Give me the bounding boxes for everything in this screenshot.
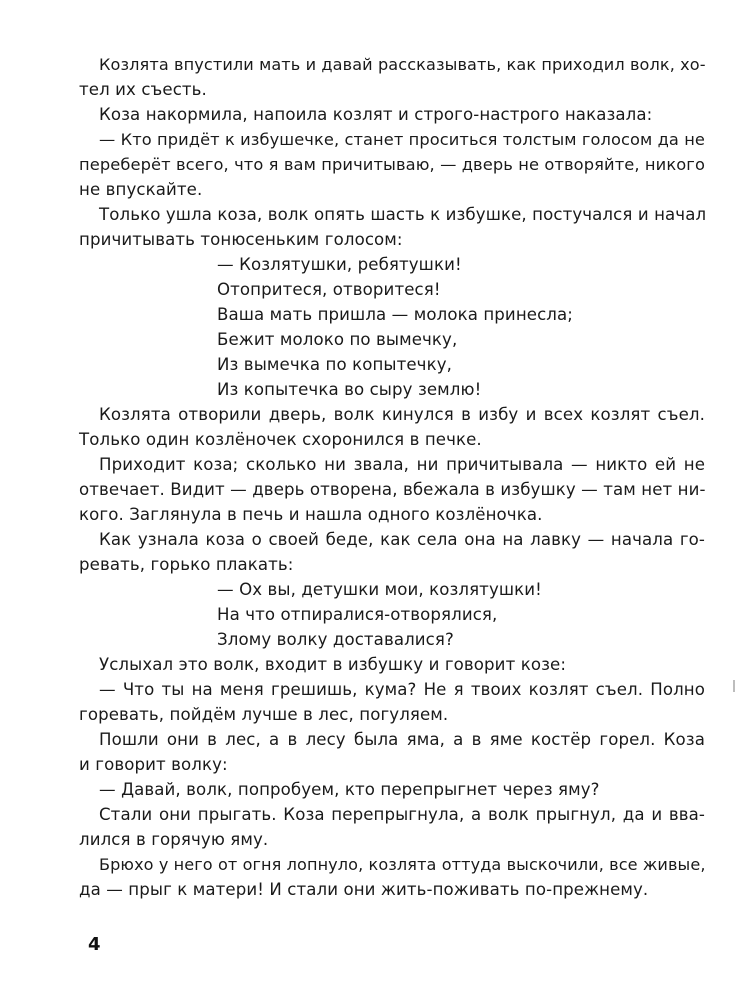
- verse-line: — Ох вы, детушки мои, козлятушки!: [217, 580, 542, 599]
- verse-line: Бежит молоко по вымечку,: [217, 330, 458, 349]
- text-line: Пошли они в лес, а в лесу была яма, а в яме костёр горел. Коза: [99, 730, 705, 749]
- verse-line: Злому волку доставалися?: [217, 630, 454, 649]
- text-line: Только один козлёночек схоронился в печке.: [79, 430, 482, 449]
- text-line: Приходит коза; сколько ни звала, ни причитывала — никто ей не: [99, 455, 705, 474]
- text-line: — Кто придёт к избушечке, станет проситься толстым голосом да не: [99, 130, 706, 149]
- paragraph: [79, 777, 705, 802]
- verse-block: [79, 252, 705, 402]
- paragraph: [79, 802, 705, 852]
- verse-line: Ваша мать пришла — молока принесла;: [217, 305, 573, 324]
- page-number: 4: [88, 934, 101, 955]
- paragraph: [79, 852, 705, 902]
- paragraph: [79, 677, 705, 727]
- scan-edge-mark: [733, 680, 735, 692]
- paragraph: [79, 102, 705, 127]
- verse-line: Отопритеся, отворитеся!: [217, 280, 441, 299]
- text-line: горевать, пойдём лучше в лес, погуляем.: [79, 705, 449, 724]
- paragraph: [79, 402, 705, 452]
- text-line: Как узнала коза о своей беде, как села она на лавку — начала го-: [99, 530, 705, 549]
- text-line: тел их съесть.: [79, 80, 207, 99]
- text-line: переберёт всего, что я вам причитываю, — дверь не отворяйте, никого: [79, 155, 705, 174]
- text-line: и говорит волку:: [79, 755, 228, 774]
- text-line: лился в горячую яму.: [79, 830, 269, 849]
- text-line: кого. Заглянула в печь и нашла одного козлёночка.: [79, 505, 543, 524]
- paragraph: [79, 652, 705, 677]
- text-line: Брюхо у него от огня лопнуло, козлята оттуда выскочили, все живые,: [99, 855, 706, 874]
- text-line: Только ушла коза, волк опять шасть к избушке, постучался и начал: [99, 205, 707, 224]
- verse-block: [79, 577, 705, 652]
- text-line: отвечает. Видит — дверь отворена, вбежала в избушку — там нет ни-: [79, 480, 706, 499]
- paragraph: [79, 727, 705, 777]
- text-line: не впускайте.: [79, 180, 203, 199]
- text-line: причитывать тонюсеньким голосом:: [79, 230, 403, 249]
- text-line: ревать, горько плакать:: [79, 555, 294, 574]
- paragraph: [79, 202, 705, 252]
- story-text: [79, 52, 705, 902]
- text-line: Козлята отворили дверь, волк кинулся в избу и всех козлят съел.: [99, 405, 705, 424]
- paragraph: [79, 527, 705, 577]
- verse-line: — Козлятушки, ребятушки!: [217, 255, 462, 274]
- verse-line: Из вымечка по копытечку,: [217, 355, 452, 374]
- paragraph: [79, 452, 705, 527]
- text-line: да — прыг к матери! И стали они жить-поживать по-прежнему.: [79, 880, 649, 899]
- paragraph: [79, 127, 705, 202]
- text-line: Козлята впустили мать и давай рассказывать, как приходил волк, хо-: [99, 55, 706, 74]
- text-line: — Давай, волк, попробуем, кто перепрыгнет через яму?: [99, 780, 600, 799]
- verse-line: На что отпиралися-отворялися,: [217, 605, 498, 624]
- text-line: Стали они прыгать. Коза перепрыгнула, а волк прыгнул, да и вва-: [99, 805, 705, 824]
- text-line: — Что ты на меня грешишь, кума? Не я твоих козлят съел. Полно: [99, 680, 705, 699]
- text-line: Услыхал это волк, входит в избушку и говорит козе:: [99, 655, 567, 674]
- paragraph: [79, 52, 705, 102]
- verse-line: Из копытечка во сыру землю!: [217, 380, 482, 399]
- text-line: Коза накормила, напоила козлят и строго-настрого наказала:: [99, 105, 653, 124]
